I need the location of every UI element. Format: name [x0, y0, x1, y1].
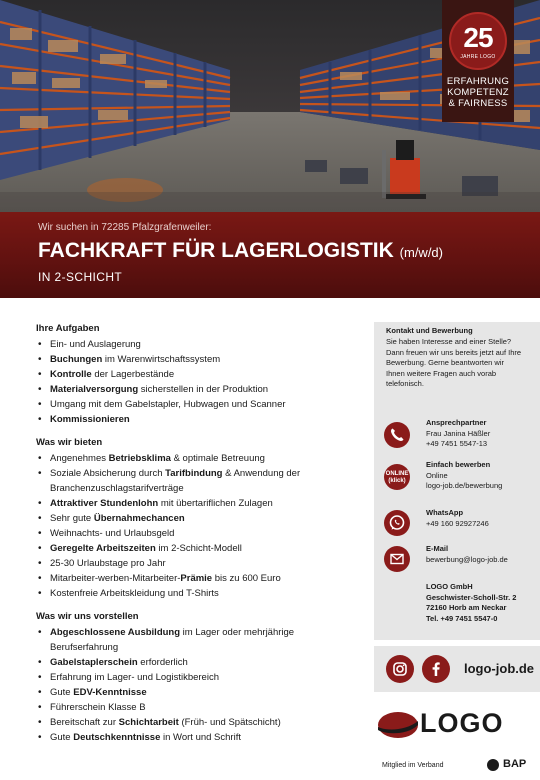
list-item: • Geregelte Arbeitszeiten im 2-Schicht-Modell: [36, 541, 356, 556]
list-item: • Bereitschaft zur Schichtarbeit (Früh- und Spätschicht): [36, 715, 356, 730]
contact-phone-number: +49 7451 5547-13: [426, 439, 488, 448]
list-item: • Angenehmes Betriebsklima & optimale Betreuung: [36, 451, 356, 466]
contact-panel: [374, 322, 540, 640]
online-badge-sub: (klick): [388, 478, 406, 484]
list-item: • Abgeschlossene Ausbildung im Lager oder mehrjährige Berufserfahrung: [36, 625, 356, 655]
list-item: • 25-30 Urlaubstage pro Jahr: [36, 556, 356, 571]
list-item: • Kostenfreie Arbeitskleidung und T-Shirts: [36, 586, 356, 601]
contact-label: WhatsApp: [426, 508, 464, 517]
benefit-list: [36, 451, 356, 601]
company-city: 72160 Horb am Neckar: [426, 603, 507, 612]
list-item: • Kommissionieren: [36, 412, 356, 427]
phone-icon: [384, 422, 410, 448]
contact-whatsapp-text: [426, 508, 536, 529]
requirement-list: [36, 625, 356, 745]
contact-person: Frau Janina Häßler: [426, 428, 491, 438]
hero-warehouse-image: [0, 0, 540, 212]
list-item: • Gute EDV-Kenntnisse: [36, 685, 356, 700]
section-requirements: [36, 610, 356, 745]
list-item: • Kontrolle der Lagerbestände: [36, 367, 356, 382]
company-phone: Tel. +49 7451 5547-0: [426, 613, 498, 623]
task-list: [36, 337, 356, 427]
email-icon: [384, 546, 410, 572]
list-item: • Attraktiver Stundenlohn mit übertariflichen Zulagen: [36, 496, 356, 511]
whatsapp-number: +49 160 92927246: [426, 518, 489, 528]
badge-values: [442, 76, 514, 109]
list-item: • Soziale Absicherung durch Tarifbindung & Anwendung der Branchenzuschlagstarifverträge: [36, 466, 356, 496]
section-title: Ihre Aufgaben: [36, 323, 100, 334]
job-details: [36, 322, 356, 754]
list-item: • Erfahrung im Lager- und Logistikbereich: [36, 670, 356, 685]
section-tasks: [36, 322, 356, 427]
job-title-band: [0, 212, 540, 298]
list-item: • Buchungen im Warenwirtschaftssystem: [36, 352, 356, 367]
job-title: [38, 238, 540, 266]
online-apply-icon: [384, 464, 410, 490]
badge-line: ERFAHRUNG: [446, 76, 510, 87]
email-address[interactable]: bewerbung@logo-job.de: [426, 554, 508, 564]
bap-mark: [487, 759, 499, 771]
list-item: • Gabelstaplerschein erforderlich: [36, 655, 356, 670]
list-item: • Weihnachts- und Urlaubsgeld: [36, 526, 356, 541]
company-name: LOGO GmbH: [426, 582, 473, 591]
badge-line: & FAIRNESS: [448, 98, 508, 109]
contact-online-line: Online: [426, 470, 448, 480]
anniversary-sub: JAHRE LOGO: [460, 54, 496, 60]
list-item: • Sehr gute Übernahmechancen: [36, 511, 356, 526]
gender-note: (m/w/d): [399, 245, 443, 260]
association-note: Mitglied im Verband: [382, 762, 444, 769]
location-intro: Wir suchen in 72285 Pfalzgrafenweiler:: [38, 222, 212, 233]
contact-label: Ansprechpartner: [426, 418, 487, 427]
contact-intro: Sie haben Interesse and einer Stelle? Dann freuen wir uns bereits jetzt auf Ihre Bewerbung. Gerne beantworten wir Ihnen weitere Fragen auch vorab telefonisch.: [386, 337, 522, 388]
logo-mark: [376, 703, 420, 747]
website-link[interactable]: logo-job.de: [464, 661, 535, 676]
contact-heading: Kontakt und Bewerbung: [386, 326, 473, 335]
section-benefits: [36, 436, 356, 601]
contact-label: Einfach bewerben: [426, 460, 491, 469]
job-title-text: FACHKRAFT FÜR LAGERLOGISTIK: [38, 239, 394, 262]
apply-link[interactable]: logo-job.de/bewerbung: [426, 481, 503, 490]
section-title: Was wir uns vorstellen: [36, 611, 139, 622]
contact-email-text: [426, 544, 536, 565]
list-item: • Materialversorgung sicherstellen in der Produktion: [36, 382, 356, 397]
facebook-icon[interactable]: [422, 655, 450, 683]
contact-online-text: [426, 460, 536, 492]
contact-phone-text: [426, 418, 536, 450]
list-item: • Mitarbeiter-werben-Mitarbeiter-Prämie bis zu 600 Euro: [36, 571, 356, 586]
logo-wordmark: LOGO: [420, 708, 504, 738]
list-item: • Führerschein Klasse B: [36, 700, 356, 715]
anniversary-seal: [449, 12, 507, 70]
shift-subtitle: IN 2-SCHICHT: [38, 270, 123, 284]
company-street: Geschwister-Scholl-Str. 2: [426, 592, 517, 602]
anniversary-number: 25: [463, 22, 493, 53]
list-item: • Ein- und Auslagerung: [36, 337, 356, 352]
company-logo: [374, 700, 534, 750]
whatsapp-icon: [384, 510, 410, 536]
list-item: • Umgang mit dem Gabelstapler, Hubwagen und Scanner: [36, 397, 356, 412]
anniversary-badge: [442, 0, 514, 122]
online-badge-text: ONLINE: [385, 471, 409, 477]
contact-label: E-Mail: [426, 544, 449, 553]
section-title: Was wir bieten: [36, 437, 103, 448]
list-item: • Gute Deutschkenntnisse in Wort und Schrift: [36, 730, 356, 745]
bap-wordmark: BAP: [503, 758, 527, 770]
online-badge: [384, 464, 410, 485]
company-address: [426, 582, 516, 624]
social-bar: [374, 646, 540, 692]
badge-line: KOMPETENZ: [447, 87, 509, 98]
instagram-icon[interactable]: [386, 655, 414, 683]
